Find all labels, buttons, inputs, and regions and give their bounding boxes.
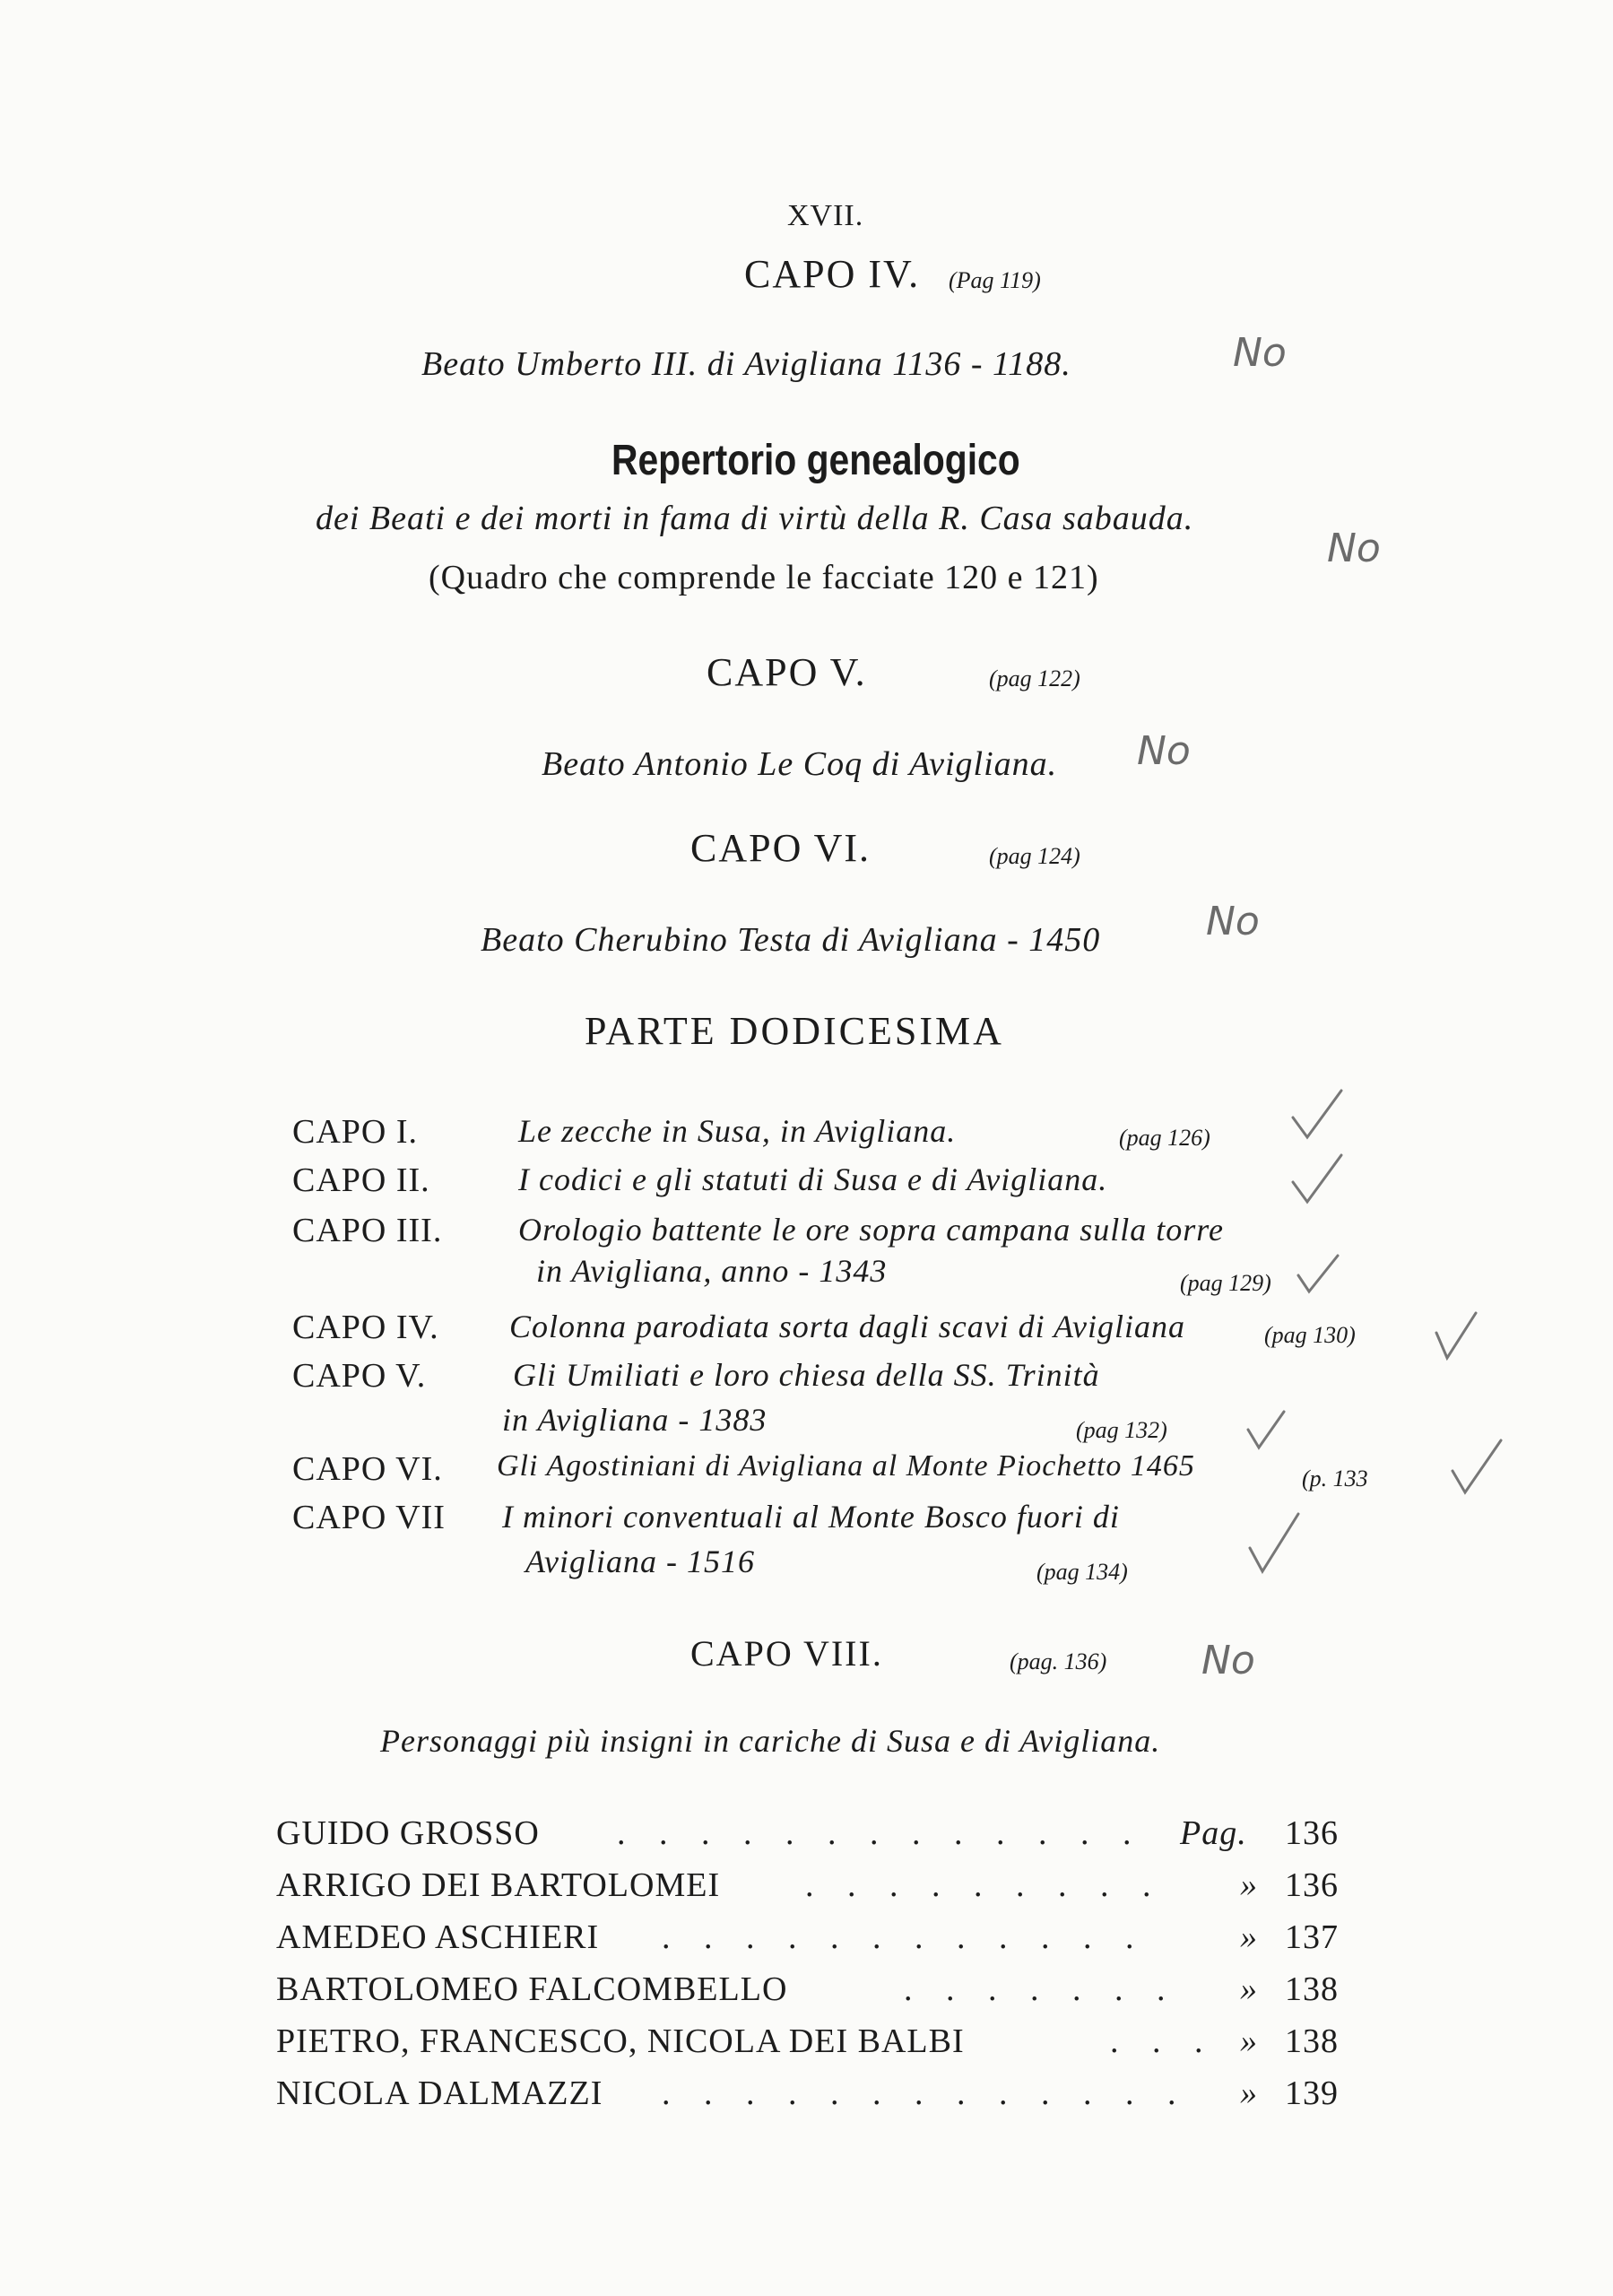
capo-entry-text-cont: in Avigliana - 1383 (502, 1402, 767, 1438)
handwritten-note-no: No (1233, 330, 1287, 376)
capo-entry-page: (pag 132) (1076, 1417, 1167, 1443)
capo-entry-page: (p. 133 (1302, 1465, 1368, 1492)
person-page: 137 (1285, 1918, 1339, 1956)
dot-leader: . . . . . . . . . . . . (662, 1918, 1147, 1956)
person-name: GUIDO GROSSO (276, 1814, 540, 1852)
dot-leader: . . . . . . . (904, 1970, 1178, 2008)
capo-entry-text: Orologio battente le ore sopra campana sulla torre (518, 1212, 1224, 1248)
capo-label: CAPO V. (292, 1357, 427, 1395)
capo-entry-text-cont: in Avigliana, anno - 1343 (536, 1253, 888, 1289)
person-page: 136 (1285, 1866, 1339, 1904)
handwritten-check-icon (1246, 1410, 1286, 1451)
handwritten-check-icon (1291, 1089, 1345, 1143)
list-item (276, 1918, 1352, 1968)
list-item (276, 1866, 1352, 1916)
page-mark: » (1240, 2022, 1258, 2060)
handwritten-note-no: No (1137, 728, 1191, 774)
capo-entry-page: (pag 130) (1264, 1322, 1356, 1348)
capo-label: CAPO VI. (292, 1450, 443, 1488)
capo-label: CAPO IV. (292, 1309, 439, 1346)
dot-leader: . . . . . . . . . (805, 1866, 1164, 1904)
capo-v-page-ref: (pag 122) (989, 665, 1080, 691)
capo-entry-text: Gli Umiliati e loro chiesa della SS. Trinità (513, 1357, 1100, 1393)
capo-entry-text: Le zecche in Susa, in Avigliana. (518, 1113, 957, 1149)
capo-v-title: CAPO V. (707, 650, 867, 694)
list-item (276, 2074, 1352, 2124)
repertorio-line2: (Quadro che comprende le facciate 120 e 121) (429, 559, 1099, 596)
capo-iv-page-ref: (Pag 119) (949, 267, 1041, 293)
list-item (276, 2022, 1352, 2072)
person-name: PIETRO, FRANCESCO, NICOLA DEI BALBI (276, 2022, 965, 2060)
page-mark: » (1240, 1970, 1258, 2008)
handwritten-check-icon (1296, 1254, 1341, 1295)
capo-viii-title: CAPO VIII. (690, 1633, 883, 1674)
list-item (276, 1813, 1352, 1864)
person-name: NICOLA DALMAZZI (276, 2074, 603, 2112)
capo-viii-subtitle: Personaggi più insigni in cariche di Susa e di Avigliana. (380, 1723, 1161, 1759)
person-page: 138 (1285, 1970, 1339, 2008)
person-name: ARRIGO DEI BARTOLOMEI (276, 1866, 721, 1904)
person-page: 138 (1285, 2022, 1339, 2060)
page-number: XVII. (787, 199, 864, 232)
page-mark: » (1240, 1918, 1258, 1956)
page-mark: Pag. (1180, 1814, 1247, 1852)
handwritten-check-icon (1291, 1153, 1345, 1207)
capo-entry-page: (pag 129) (1180, 1270, 1271, 1296)
person-page: 139 (1285, 2074, 1339, 2112)
page-mark: » (1240, 2074, 1258, 2112)
handwritten-note-no: No (1201, 1638, 1255, 1683)
capo-entry-text: Gli Agostiniani di Avigliana al Monte Piochetto 1465 (497, 1449, 1195, 1483)
person-name: AMEDEO ASCHIERI (276, 1918, 600, 1956)
handwritten-check-icon (1435, 1311, 1479, 1361)
capo-entry-text: I minori conventuali al Monte Bosco fuori di (502, 1499, 1120, 1535)
capo-viii-page-ref: (pag. 136) (1010, 1648, 1107, 1674)
person-name: BARTOLOMEO FALCOMBELLO (276, 1970, 788, 2008)
capo-label: CAPO VII (292, 1499, 446, 1536)
capo-entry-text: Colonna parodiata sorta dagli scavi di Avigliana (509, 1309, 1186, 1344)
person-page: 136 (1285, 1814, 1339, 1852)
capo-label: CAPO II. (292, 1161, 430, 1199)
handwritten-note-no: No (1327, 526, 1381, 571)
capo-entry-text: I codici e gli statuti di Susa e di Avigliana. (518, 1161, 1108, 1197)
capo-entry-page: (pag 126) (1119, 1125, 1210, 1151)
capo-label: CAPO III. (292, 1212, 443, 1249)
capo-entry-text-cont: Avigliana - 1516 (525, 1544, 755, 1579)
capo-vi-entry: Beato Cherubino Testa di Avigliana - 1450 (481, 921, 1101, 959)
repertorio-title: Repertorio genealogico (611, 437, 1020, 484)
handwritten-check-icon (1248, 1512, 1302, 1575)
dot-leader: . . . . . . . . . . . . . (617, 1814, 1144, 1852)
capo-iv-title: CAPO IV. (744, 252, 921, 296)
capo-vi-title: CAPO VI. (690, 826, 872, 870)
handwritten-check-icon (1451, 1439, 1505, 1496)
dot-leader: . . . (1110, 2022, 1216, 2060)
parte-title: PARTE DODICESIMA (585, 1009, 1004, 1053)
repertorio-line1: dei Beati e dei morti in fama di virtù della R. Casa sabauda. (316, 500, 1194, 537)
dot-leader: . . . . . . . . . . . . . (662, 2074, 1189, 2112)
capo-label: CAPO I. (292, 1113, 419, 1151)
capo-iv-entry: Beato Umberto III. di Avigliana 1136 - 1188. (421, 345, 1071, 383)
list-item (276, 1970, 1352, 2020)
capo-vi-page-ref: (pag 124) (989, 843, 1080, 869)
capo-entry-page: (pag 134) (1036, 1559, 1128, 1585)
capo-v-entry: Beato Antonio Le Coq di Avigliana. (542, 745, 1058, 783)
handwritten-note-no: No (1206, 899, 1260, 944)
page-mark: » (1240, 1866, 1258, 1904)
